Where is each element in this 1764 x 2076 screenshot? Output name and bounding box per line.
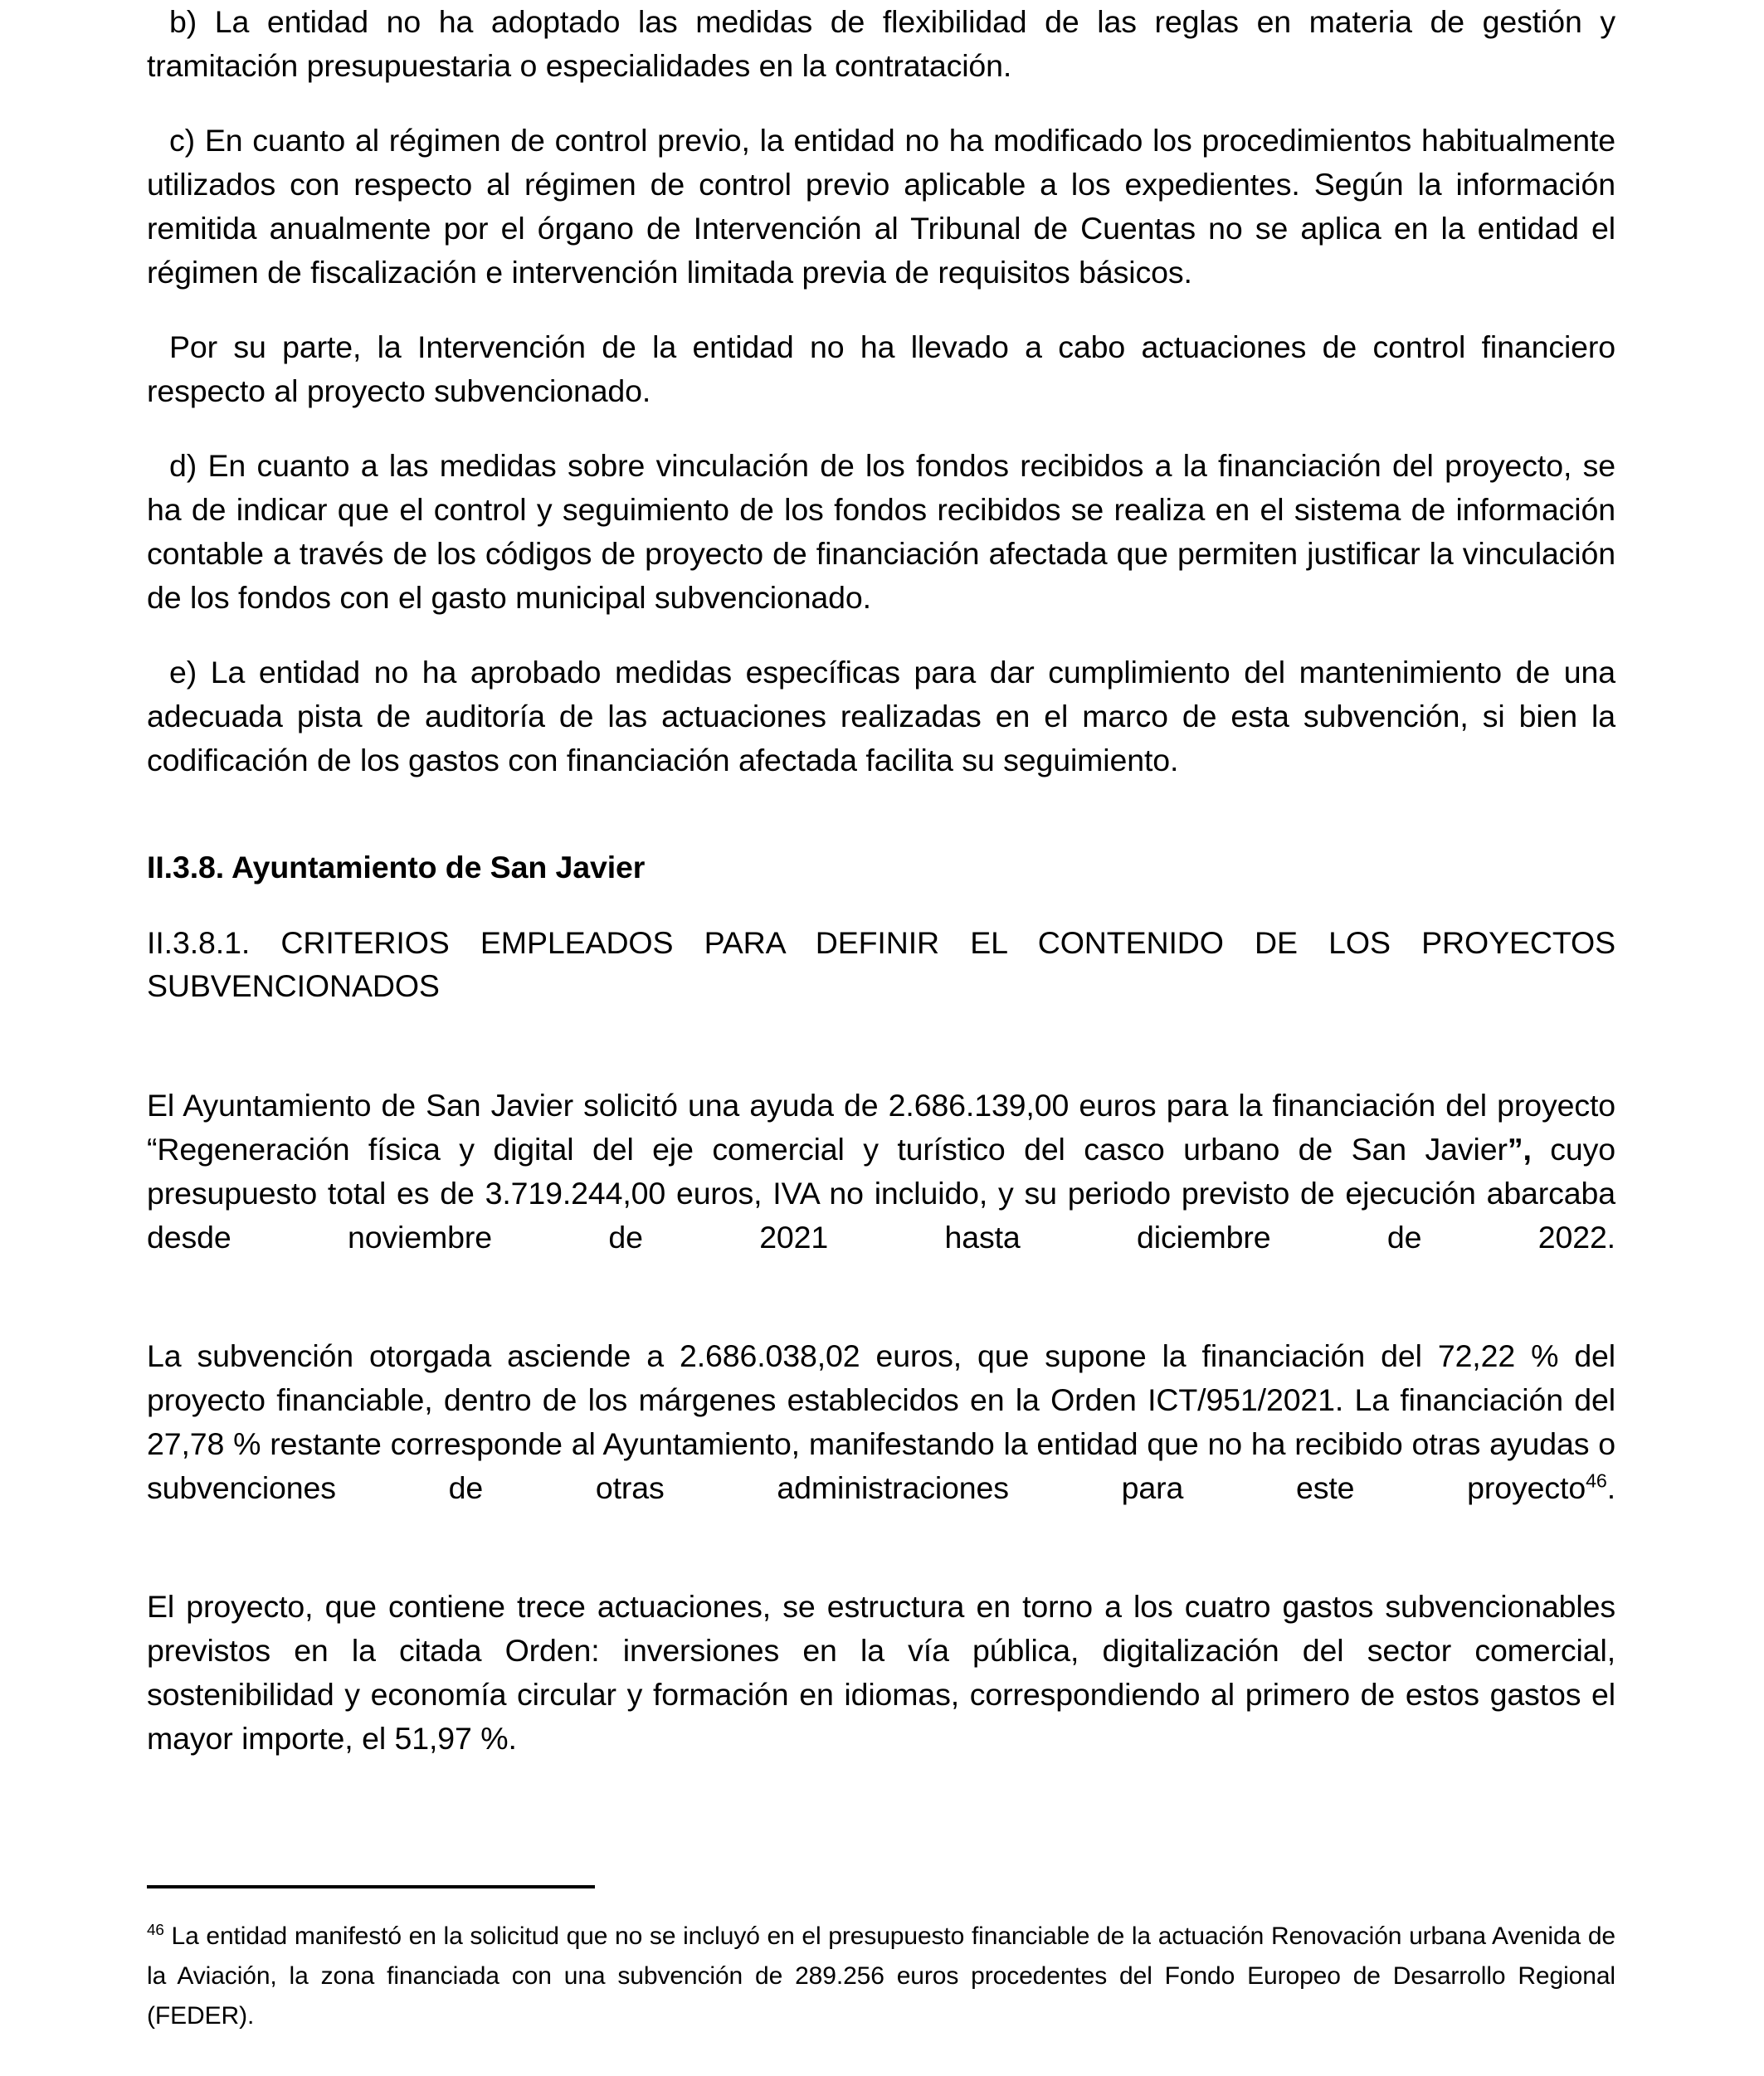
footnote-46 (147, 1917, 1615, 2076)
heading-spacer-below (147, 888, 1615, 921)
ayuda-text-part2: cuyo presupuesto total es de 3.719.244,00 euros, IVA no incluido, y su periodo previsto de ejecución abarcaba desde noviembre de 2021 hasta diciembre de 2022. (147, 1132, 1615, 1255)
footnote-reference-46: 46 (1586, 1469, 1607, 1492)
paragraph-ayuda (147, 1084, 1615, 1304)
paragraph-c: c) En cuanto al régimen de control previo, la entidad no ha modificado los procedimientos habitualmente utilizados con respecto al régimen de control previo aplicable a los expedientes. Según la información remitida anualmente por el órgano de Intervención al Tribunal de Cuentas no se aplica en la entidad el régimen de fiscalización e intervención limitada previa de requisitos básicos. (147, 123, 1615, 290)
paragraph-b: b) La entidad no ha adoptado las medidas de flexibilidad de las reglas en materia de gestión y tramitación presupuestaria o especialidades en la contratación. (147, 4, 1615, 83)
footnote-separator-rule (147, 1885, 595, 1888)
heading-spacer-above (147, 813, 1615, 846)
subvencion-text-part2: . (1606, 1470, 1615, 1505)
footnote-marker-46: 46 (147, 1922, 164, 1939)
subvencion-text-part1: La subvención otorgada asciende a 2.686.038,02 euros, que supone la financiación del 72,22 % del proyecto financiable, dentro de los márgenes establecidos en la Orden ICT/951/2021. La financiación del 27,78 % restante corresponde al Ayuntamiento, manifestando la entidad que no ha recibido otras ayudas o subvenciones de otras administraciones para este proyecto (147, 1338, 1615, 1505)
paragraph-actuaciones: El proyecto, que contiene trece actuaciones, se estructura en torno a los cuatro gastos subvencionables previstos en la citada Orden: inversiones en la vía pública, digitalización del sector comercial, sostenibilidad y economía circular y formación en idiomas, correspondiendo al primero de estos gastos el mayor importe, el 51,97 %. (147, 1589, 1615, 1756)
subsection-heading: II.3.8.1. CRITERIOS EMPLEADOS PARA DEFINIR EL CONTENIDO DE LOS PROYECTOS SUBVENCIONADOS (147, 925, 1615, 1003)
footnote-text-46: La entidad manifestó en la solicitud que no se incluyó en el presupuesto financiable de la actuación Renovación urbana Avenida de la Aviación, la zona financiada con una subvención de 289.256 euros procedentes del Fondo Europeo de Desarrollo Regional (FEDER). (147, 1922, 1615, 2030)
ayuda-text-part1: El Ayuntamiento de San Javier solicitó una ayuda de 2.686.139,00 euros para la financiación del proyecto “Regeneración física y digital del eje comercial y turístico del casco urbano de San Javier (147, 1088, 1615, 1167)
paragraph-e: e) La entidad no ha aprobado medidas específicas para dar cumplimiento del mantenimiento de una adecuada pista de auditoría de las actuaciones realizadas en el marco de esta subvención, si bien la codificación de los gastos con financiación afectada facilita su seguimiento. (147, 655, 1615, 777)
document-body (147, 0, 1615, 1761)
paragraph-intervencion: Por su parte, la Intervención de la entidad no ha llevado a cabo actuaciones de control financiero respecto al proyecto subvencionado. (147, 329, 1615, 408)
subsection-spacer (147, 1050, 1615, 1084)
footnote-area (147, 1885, 1615, 2076)
ayuda-close-quote: ”, (1507, 1132, 1532, 1167)
paragraph-subvencion (147, 1334, 1615, 1554)
paragraph-d: d) En cuanto a las medidas sobre vinculación de los fondos recibidos a la financiación del proyecto, se ha de indicar que el control y seguimiento de los fondos recibidos se realiza en el sistema de información contable a través de los códigos de proyecto de financiación afectada que permiten justificar la vinculación de los fondos con el gasto municipal subvencionado. (147, 448, 1615, 615)
section-heading: II.3.8. Ayuntamiento de San Javier (147, 850, 646, 884)
